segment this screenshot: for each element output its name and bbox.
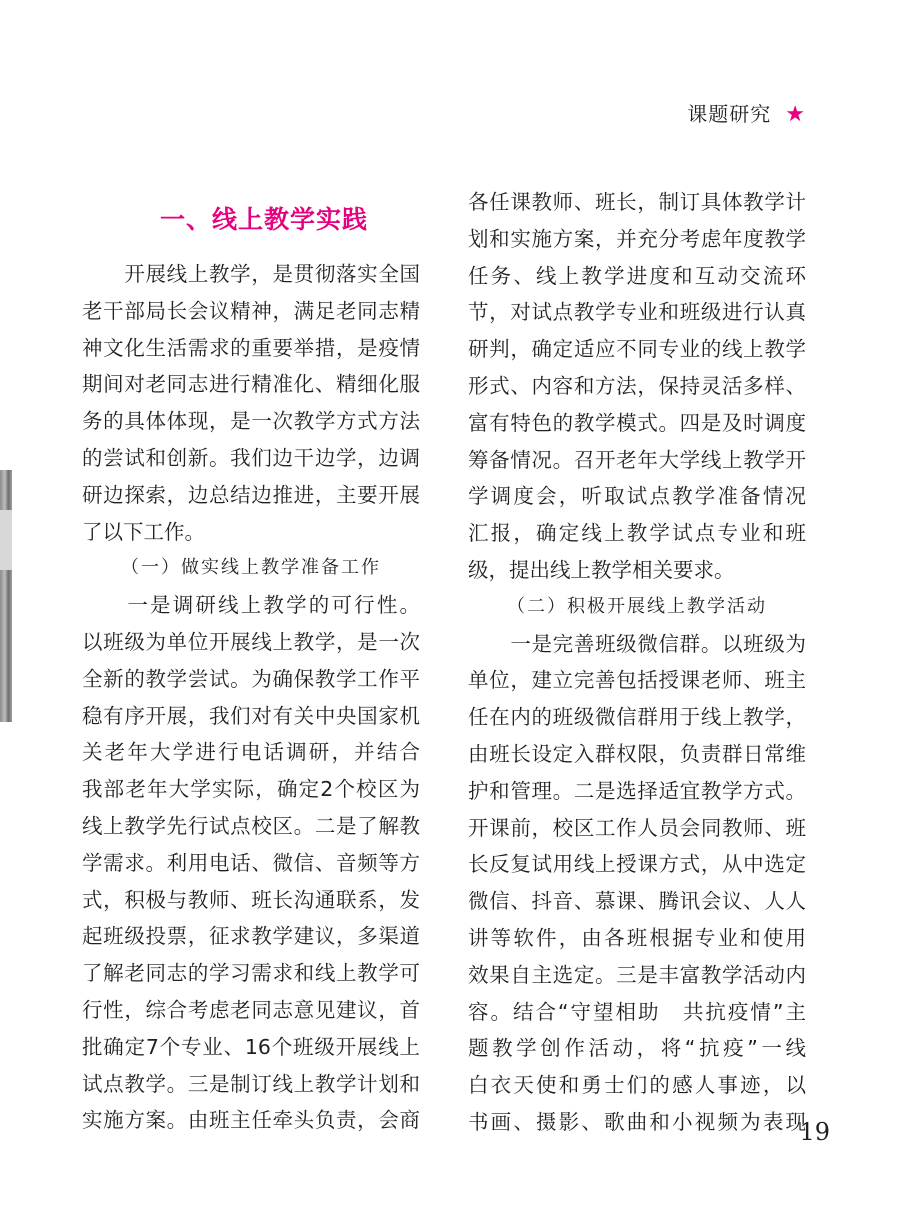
subsection-heading: （一）做实线上教学准备工作 — [121, 557, 381, 579]
body-line: 节，对试点教学专业和班级进行认真 — [468, 300, 806, 325]
body-line: 了以下工作。 — [82, 519, 205, 544]
body-line: 线上教学先行试点校区。二是了解教 — [82, 813, 420, 838]
body-line: 起班级投票，征求教学建议，多渠道 — [82, 924, 420, 949]
body-line: 筹备情况。召开老年大学线上教学开 — [468, 447, 806, 472]
right-column — [468, 184, 806, 1141]
body-line: 各任课教师、班长，制订具体教学计 — [468, 190, 806, 214]
body-line: 白衣天使和勇士们的感人事迹，以 — [468, 1073, 806, 1098]
body-line: 务的具体体现，是一次教学方式方法 — [82, 409, 420, 434]
body-line: 研判，确定适应不同专业的线上教学 — [468, 337, 806, 362]
body-line: 由班长设定入群权限，负责群日常维 — [468, 741, 806, 766]
body-line: 形式、内容和方法，保持灵活多样、 — [468, 373, 806, 398]
body-line: 级，提出线上教学相关要求。 — [468, 557, 735, 582]
body-line: 任务、线上教学进度和互动交流环 — [468, 263, 806, 288]
body-line: 单位，建立完善包括授课老师、班主 — [468, 668, 806, 693]
body-line: 了解老同志的学习需求和线上教学可 — [82, 961, 420, 986]
body-line: 式，积极与教师、班长沟通联系，发 — [82, 887, 420, 912]
body-line: 期间对老同志进行精准化、精细化服 — [82, 372, 420, 397]
body-line: 的尝试和创新。我们边干边学，边调 — [82, 445, 420, 470]
star-icon: ★ — [785, 102, 806, 127]
body-line: 讲等软件，由各班根据专业和使用 — [468, 925, 806, 950]
body-line: 微信、抖音、慕课、腾讯会议、人人 — [468, 889, 806, 914]
body-line: 稳有序开展，我们对有关中央国家机 — [82, 703, 420, 728]
body-line: 实施方案。由班主任牵头负责，会商 — [82, 1108, 420, 1133]
body-line: 我部老年大学实际，确定2个校区为 — [82, 777, 420, 802]
body-line: 学需求。利用电话、微信、音频等方 — [82, 850, 420, 875]
subsection-heading: （二）积极开展线上教学活动 — [507, 595, 767, 617]
body-line: 书画、摄影、歌曲和小视频为表现 — [468, 1109, 806, 1134]
body-line: 学调度会，听取试点教学准备情况 — [468, 484, 806, 509]
body-line: 一是调研线上教学的可行性。 — [82, 593, 420, 618]
body-line: 长反复试用线上授课方式，从中选定 — [468, 852, 806, 877]
body-line: 题教学创作活动，将“抗疫”一线 — [468, 1036, 806, 1061]
body-line: 护和管理。二是选择适宜教学方式。 — [468, 778, 806, 803]
body-line: 批确定7个专业、16个班级开展线上 — [82, 1034, 420, 1059]
body-line: 开课前，校区工作人员会同教师、班 — [468, 815, 806, 840]
body-line: 容。结合“守望相助 共抗疫情”主 — [468, 999, 806, 1024]
body-line: 划和实施方案，并充分考虑年度教学 — [468, 226, 806, 251]
body-line: 老干部局长会议精神，满足老同志精 — [82, 298, 420, 323]
body-line: 神文化生活需求的重要举措，是疫情 — [82, 335, 420, 360]
header-section-label: 课题研究 — [687, 102, 772, 126]
body-line: 行性，综合考虑老同志意见建议，首 — [82, 997, 420, 1022]
body-line: 汇报，确定线上教学试点专业和班 — [468, 521, 806, 546]
edge-photo-fragment — [0, 470, 12, 722]
body-line: 以班级为单位开展线上教学，是一次 — [82, 629, 420, 654]
body-line: 开展线上教学，是贯彻落实全国 — [82, 262, 420, 286]
running-header — [687, 98, 806, 127]
body-line: 效果自主选定。三是丰富教学活动内 — [468, 962, 806, 987]
body-line: 试点教学。三是制订线上教学计划和 — [82, 1071, 420, 1096]
body-line: 富有特色的教学模式。四是及时调度 — [468, 410, 806, 435]
body-line: 全新的教学尝试。为确保教学工作平 — [82, 666, 420, 691]
section-title: 一、线上教学实践 — [160, 205, 369, 234]
body-line: 一是完善班级微信群。以班级为 — [468, 631, 806, 656]
body-line: 任在内的班级微信群用于线上教学， — [468, 705, 806, 730]
body-line: 研边探索，边总结边推进，主要开展 — [82, 482, 420, 507]
body-line: 关老年大学进行电话调研，并结合 — [82, 740, 420, 765]
left-column — [82, 184, 420, 1139]
page-number: 19 — [799, 1118, 830, 1146]
